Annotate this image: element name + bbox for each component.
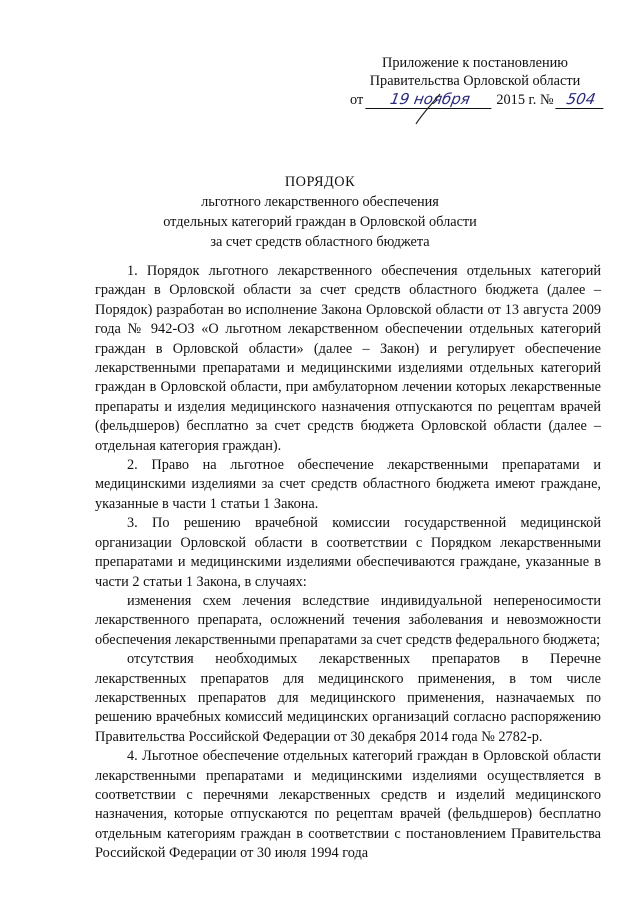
- paragraph-3-case-1: изменения схем лечения вследствие индивидуальной непереносимости лекарственного препарата, осложнений течения заболевания и невозможности обеспечения лекарственными препаратами за счет средств федерального бюджета;: [95, 592, 601, 648]
- appendix-line-1: Приложение к постановлению: [382, 55, 568, 71]
- title-line-2: отдельных категорий граждан в Орловской области: [163, 214, 477, 230]
- paragraph-2: 2. Право на льготное обеспечение лекарственными препаратами и медицинскими изделиями за счет средств областного бюджета имеют граждане, указанные в части 1 статьи 1 Закона.: [95, 457, 601, 512]
- appendix-line-2: Правительства Орловской области: [369, 73, 581, 89]
- handwritten-date: 19 ноября: [365, 90, 494, 109]
- title-line-1: льготного лекарственного обеспечения: [201, 194, 439, 210]
- title-heading: ПОРЯДОК: [284, 174, 356, 190]
- handwritten-number: 504: [555, 90, 606, 109]
- paragraph-1: 1. Порядок льготного лекарственного обеспечения отдельных категорий граждан в Орловской области за счет средств областного бюджета (далее – Порядок) разработан во исполнение Закона Орловской области от 13 августа 2009 года № 942-ОЗ «О льготном лекарственном обеспечении отдельных категорий граждан в Орловской области» (далее – Закон) и регулирует обеспечение лекарственными препаратами и медицинскими изделиями отдельных категорий граждан в Орловской области, при амбулаторном лечении которых лекарственные препараты и изделия медицинского назначения отпускаются по рецептам врачей (фельдшеров) бесплатно за счет средств бюджета Орловской области (далее – отдельная категория граждан).: [95, 263, 601, 454]
- paragraph-3: 3. По решению врачебной комиссии государственной медицинской организации Орловской области в соответствии с Порядком лекарственными препаратами и медицинскими изделиями обеспечиваются граждане, указанные в части 2 статьи 1 Закона, в случаях:: [95, 515, 601, 590]
- year-text: 2015 г. №: [496, 92, 554, 108]
- document-body: [95, 262, 601, 864]
- appendix-header: [340, 54, 610, 109]
- paragraph-3-case-2: отсутствия необходимых лекарственных препаратов в Перечне лекарственных препаратов для медицинского применения, в том числе лекарственных препаратов для медицинского применения, назначаемых по решению врачебных комиссий медицинских организаций согласно распоряжению Правительства Российской Федерации от 30 декабря 2014 года № 2782-р.: [95, 651, 601, 745]
- from-label: от: [350, 92, 364, 108]
- appendix-date-line: [340, 90, 610, 109]
- title-line-3: за счет средств областного бюджета: [210, 234, 430, 250]
- signature-stroke: [392, 92, 452, 126]
- document-title: [80, 172, 560, 252]
- paragraph-4: 4. Льготное обеспечение отдельных категорий граждан в Орловской области лекарственными препаратами и медицинскими изделиями осуществляется в соответствии с перечнями лекарственных средств и изделий медицинского назначения, которые отпускаются по рецептам врачей (фельдшеров) бесплатно отдельным категориям граждан в соответствии с постановлением Правительства Российской Федерации от 30 июля 1994 года: [95, 748, 601, 862]
